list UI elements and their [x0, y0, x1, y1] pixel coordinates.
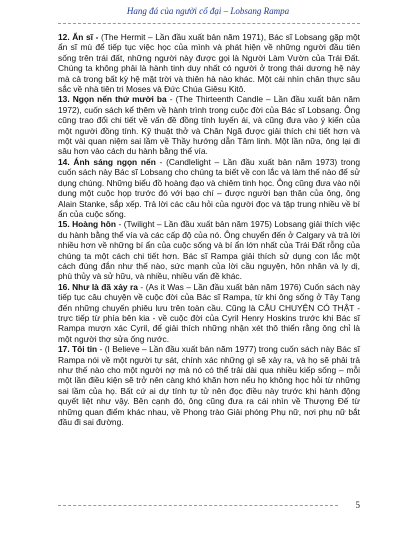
page-number: 5 [355, 500, 360, 510]
running-header: Hang đá của người cổ đại – Lobsang Rampa [126, 6, 290, 16]
entry-body: - (I Believe – Lần đầu xuất bản năm 1977) trong cuốn sách này Bác sĩ Rampa nói về một người tự sát, chính xác những gì sẽ xảy ra, và họ sẽ phải trả như thế nào cho một người nợ mà nó có thể trải dài qua nhiều kiếp sống – mỗi một lần điều kiện sẽ trở nên càng khó khăn hơn nếu họ không học hỏi từ những sai lầm của họ. Bất cứ ai dự tính tự tử nên đọc điều này trước khi hành động quyết liệt như vậy. Bên cạnh đó, ông cũng đưa ra cái nhìn về Thượng Đế từ những quan điểm khác nhau, về Phong trào Giải phóng Phụ nữ, nơi phụ nữ bắt đầu đi sai đường. [58, 344, 360, 428]
book-entry-16 [58, 282, 360, 344]
entry-heading: 15. Hoàng hôn [58, 219, 116, 230]
book-entry-14 [58, 157, 360, 219]
book-entry-13 [58, 94, 360, 156]
entry-heading: 12. Ẩn sĩ - [58, 32, 99, 42]
entry-body: - (As it Was – Lần đầu xuất bản năm 1976) Cuốn sách này tiếp tục câu chuyện về cuộc đời của Bác sĩ Rampa, từ khi ông sống ở Tây Tạng đến những chuyến phiêu lưu trên toàn cầu. Cũng là CÂU CHUYỆN CÓ THẬT - trực tiếp từ phía bên kia - về cuộc đời của Cyril Henry Hoskins trước khi Bác sĩ Rampa mượn xác Cyril, để giải thích những nhận xét thô thiển rằng ông chỉ là một người thợ sửa ống nước. [58, 281, 361, 344]
entry-heading: 14. Ánh sáng ngọn nến [58, 156, 156, 167]
entry-heading: 16. Như là đã xảy ra [58, 281, 138, 292]
header-divider [58, 23, 360, 24]
book-list [58, 32, 360, 427]
entry-body: (The Hermit – Lần đầu xuất bản năm 1971), Bác sĩ Lobsang gặp một ẩn sĩ mù để tiếp tục việc học của mình và phát hiện về những người đầu tiên sống trên trái đất, những người này được gọi là Người Làm Vườn của Trái Đất. Chúng ta không phải là hành tinh duy nhất có người ở trong thái dương hệ này mà cả trong bất kỳ hệ mặt trời và thiên hà nào khác. Một cái nhìn chân thực sâu sắc về nhà tiên tri Moses và Đức Chúa Giêsu Kitô. [58, 32, 360, 95]
entry-body: - (The Thirteenth Candle – Lần đầu xuất bản năm 1972), cuốn sách kể thêm về hành trình trong cuộc đời của Bác sĩ Lobsang. Ông cũng trao đổi chi tiết về vấn đề đồng tính luyến ái, và cũng đưa vào ý kiến của một người đồng tính. Kỹ thuật thở và Chân Ngã được giải thích chi tiết hơn và một vài quan niệm sai lầm về Thầy hướng dẫn Tâm linh. Một lần nữa, ông lại đi sâu hơn vào cách du hành bằng thể vía. [58, 94, 360, 157]
entry-body: - (Candlelight – Lần đầu xuất bản năm 1973) trong cuốn sách này Bác sĩ Lobsang cho chúng ta biết về con lắc và làm thế nào để sử dụng chúng. Những biểu đồ hoàng đạo và chiêm tinh học. Ông cũng đưa vào nội dung một cuộc họp trước đó với bạo chí – được người bạn thân của ông, ông Alain Stanke, sắp xếp. Trả lời các câu hỏi của người đọc và tập trung nhiều về bí ẩn của cuộc sống. [58, 156, 360, 219]
book-entry-17 [58, 344, 360, 427]
footer-divider [58, 505, 338, 506]
book-entry-15 [58, 219, 360, 281]
entry-heading: 13. Ngọn nến thứ mười ba [58, 94, 167, 105]
entry-body: - (Twilight – Lần đầu xuất bản năm 1975) Lobsang giải thích việc du hành bằng thể vía và các cấp độ của nó. Ông chuyển đến ở Calgary và trả lời nhiều hơn về những bí ẩn của cuộc sống và bí ẩn lớn nhất của Trái Đất rỗng của chúng ta một cách chi tiết hơn. Bác sĩ Rampa giải thích sử dụng con lắc một cách đúng đắn như thế nào, sức mạnh của lời cầu nguyện, hôn nhân và ly dị, phù thủy và sử hữu, và nhiều, nhiều vấn đề khác. [58, 219, 361, 282]
book-entry-12 [58, 32, 360, 94]
entry-heading: 17. Tôi tin [58, 344, 98, 355]
